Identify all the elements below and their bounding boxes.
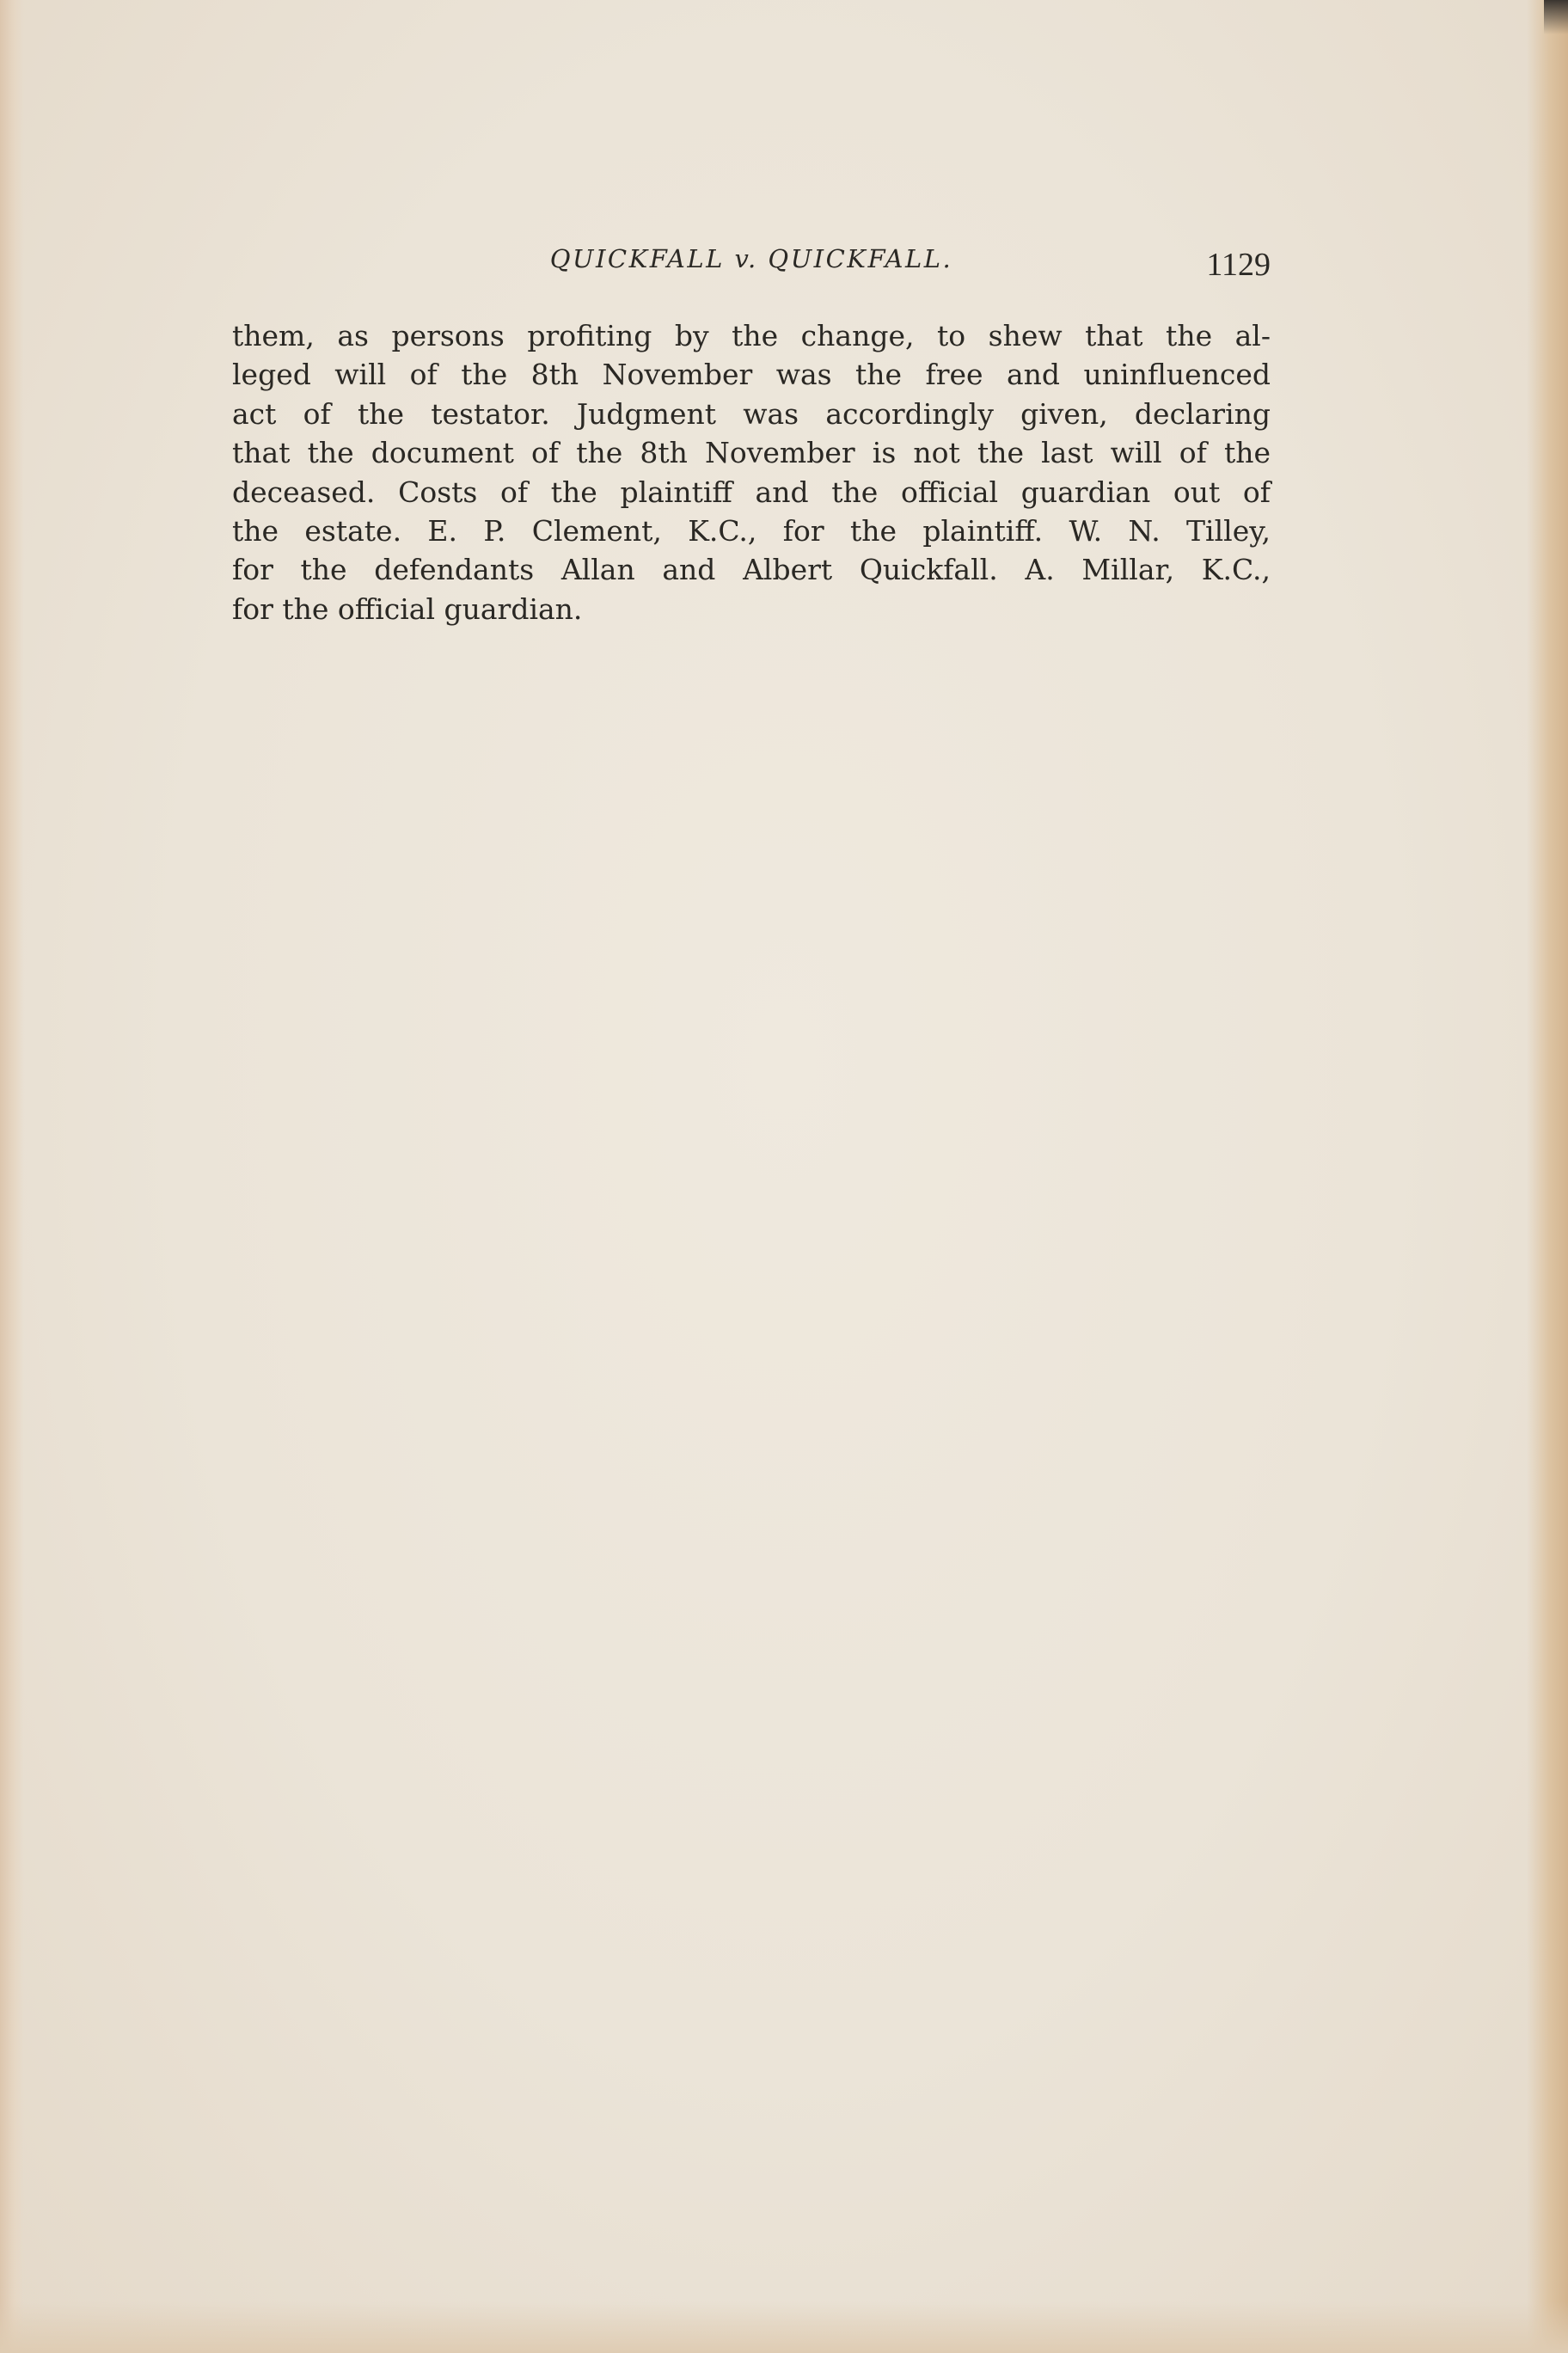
text-line: act of the testator. Judgment was accordingly given, declaring — [232, 396, 1271, 431]
running-head — [232, 237, 1271, 283]
text-line: for the defendants Allan and Albert Quickfall. A. Millar, K.C., — [232, 553, 1271, 587]
page-right-edge — [1527, 0, 1568, 2353]
text-line: leged will of the 8th November was the free and uninfluenced — [232, 358, 1271, 392]
running-title: QUICKFALL v. QUICKFALL. — [549, 244, 953, 273]
page-number: 1129 — [1206, 247, 1271, 283]
text-line: that the document of the 8th November is not the last will of the — [232, 436, 1271, 470]
page-corner-shadow — [1544, 0, 1568, 34]
body-paragraph — [232, 316, 1271, 628]
text-line: the estate. E. P. Clement, K.C., for the plaintiff. W. N. Tilley, — [232, 513, 1271, 548]
text-line: for the official guardian. — [232, 591, 583, 626]
text-line: deceased. Costs of the plaintiff and the official guardian out of — [232, 475, 1271, 509]
text-line: them, as persons profiting by the change, to shew that the al- — [232, 319, 1271, 352]
page-bottom-edge — [0, 2301, 1568, 2353]
page-left-edge — [0, 0, 24, 2353]
